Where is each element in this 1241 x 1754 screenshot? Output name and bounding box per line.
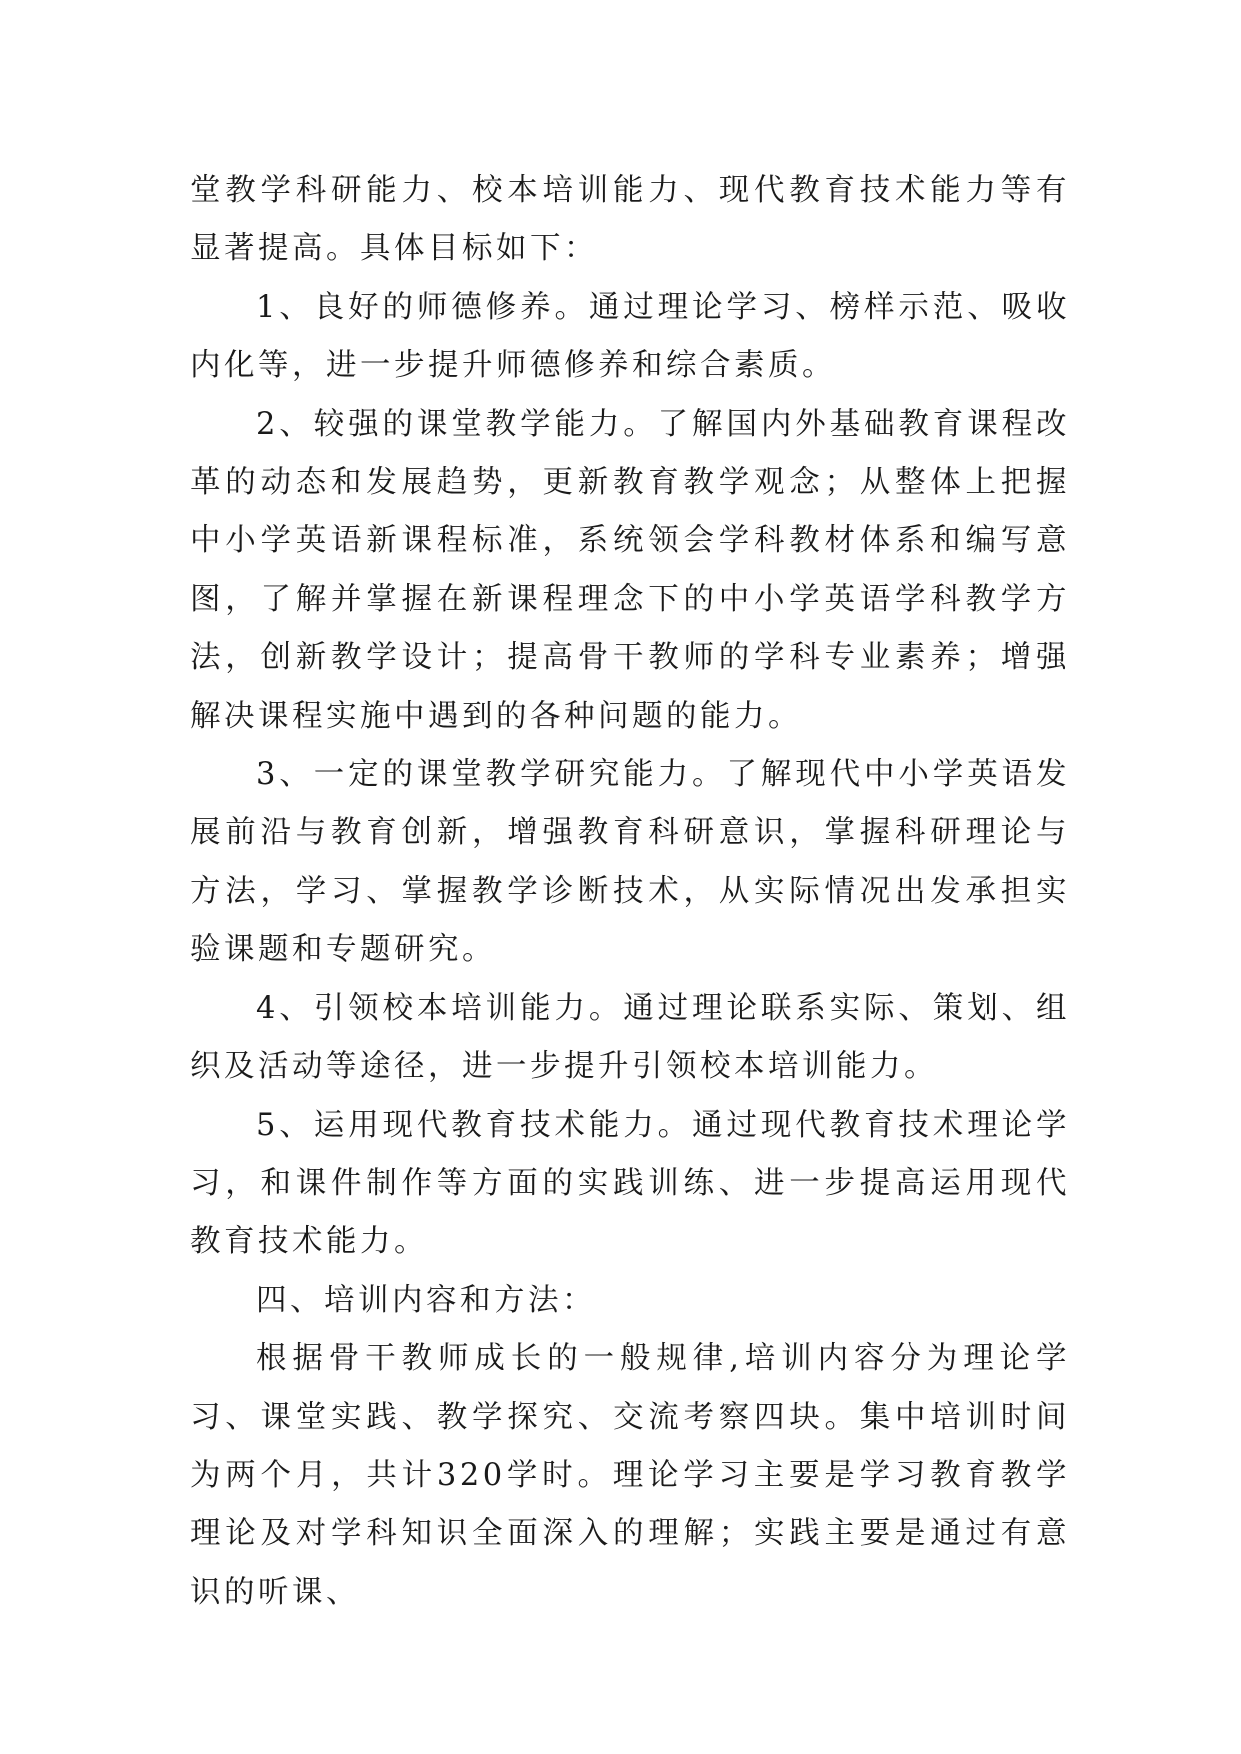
paragraph-goal-4: 4、引领校本培训能力。通过理论联系实际、策划、组织及活动等途径，进一步提升引领校本培训能力。 (190, 990, 1070, 1085)
paragraph-goal-2: 2、较强的课堂教学能力。了解国内外基础教育课程改革的动态和发展趋势，更新教育教学观念；从整体上把握中小学英语新课程标准，系统领会学科教材体系和编写意图，了解并掌握在新课程理念下的中小学英语学科教学方法，创新教学设计；提高骨干教师的学科专业素养；增强解决课程实施中遇到的各种问题的能力。 (190, 406, 1070, 734)
paragraph-training-content: 根据骨干教师成长的一般规律,培训内容分为理论学习、课堂实践、教学探究、交流考察四块。集中培训时间为两个月，共计320学时。理论学习主要是学习教育教学理论及对学科知识全面深入的理解；实践主要是通过有意识的听课、 (190, 1341, 1070, 1610)
document-body (190, 162, 1070, 1622)
paragraph-goal-1: 1、良好的师德修养。通过理论学习、榜样示范、吸收内化等，进一步提升师德修养和综合素质。 (190, 289, 1070, 384)
paragraph-goal-3: 3、一定的课堂教学研究能力。了解现代中小学英语发展前沿与教育创新，增强教育科研意识，掌握科研理论与方法，学习、掌握教学诊断技术，从实际情况出发承担实验课题和专题研究。 (190, 757, 1070, 968)
paragraph-goals-intro: 堂教学科研能力、校本培训能力、现代教育技术能力等有显著提高。具体目标如下： (190, 173, 1070, 267)
section-heading-training-content: 四、培训内容和方法： (256, 1282, 596, 1318)
paragraph-goal-5: 5、运用现代教育技术能力。通过现代教育技术理论学习，和课件制作等方面的实践训练、进一步提高运用现代教育技术能力。 (190, 1107, 1070, 1260)
